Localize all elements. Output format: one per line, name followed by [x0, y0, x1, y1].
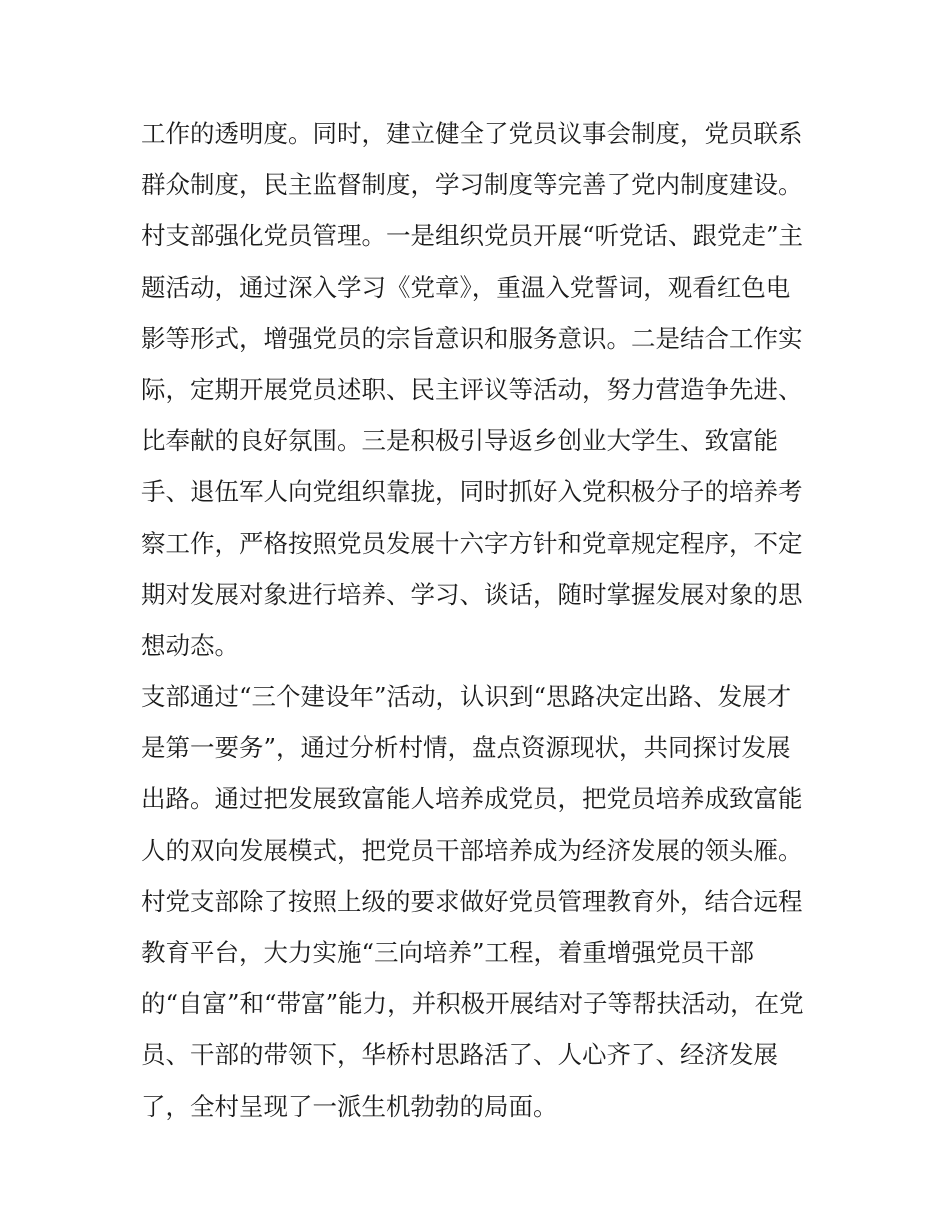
text-line: 比奉献的良好氛围。三是积极引导返乡创业大学生、致富能 [141, 426, 778, 456]
text-line: 际，定期开展党员述职、民主评议等活动，努力营造争先进、 [141, 374, 803, 404]
text-line: 的“自富”和“带富”能力，并积极开展结对子等帮扶活动，在党 [141, 989, 804, 1019]
text-line: 村支部强化党员管理。一是组织党员开展“听党话、跟党走”主 [141, 221, 804, 251]
text-line: 村党支部除了按照上级的要求做好党员管理教育外，结合远程 [141, 886, 803, 916]
text-line: 了，全村呈现了一派生机勃勃的局面。 [141, 1091, 558, 1121]
text-line: 出路。通过把发展致富能人培养成党员，把党员培养成致富能 [141, 784, 803, 814]
text-line: 群众制度，民主监督制度，学习制度等完善了党内制度建设。 [141, 170, 803, 200]
text-line: 支部通过“三个建设年”活动，认识到“思路决定出路、发展才 [141, 682, 792, 712]
text-line: 想动态。 [141, 630, 239, 660]
text-line: 员、干部的带领下，华桥村思路活了、人心齐了、经济发展 [141, 1040, 778, 1070]
text-line: 是第一要务”，通过分析村情，盘点资源现状，共同探讨发展 [141, 733, 791, 763]
text-line: 手、退伍军人向党组织靠拢，同时抓好入党积极分子的培养考 [141, 477, 803, 507]
text-line: 影等形式，增强党员的宗旨意识和服务意识。二是结合工作实 [141, 323, 803, 353]
text-line: 人的双向发展模式，把党员干部培养成为经济发展的领头雁。 [141, 835, 803, 865]
text-line: 期对发展对象进行培养、学习、谈话，随时掌握发展对象的思 [141, 579, 803, 609]
text-line: 察工作，严格按照党员发展十六字方针和党章规定程序，不定 [141, 528, 803, 558]
body-text [141, 108, 821, 1132]
text-line: 工作的透明度。同时，建立健全了党员议事会制度，党员联系 [141, 119, 803, 148]
text-line: 题活动，通过深入学习《党章》，重温入党誓词，观看红色电 [141, 272, 791, 302]
text-line: 教育平台，大力实施“三向培养”工程，着重增强党员干部 [141, 938, 755, 967]
